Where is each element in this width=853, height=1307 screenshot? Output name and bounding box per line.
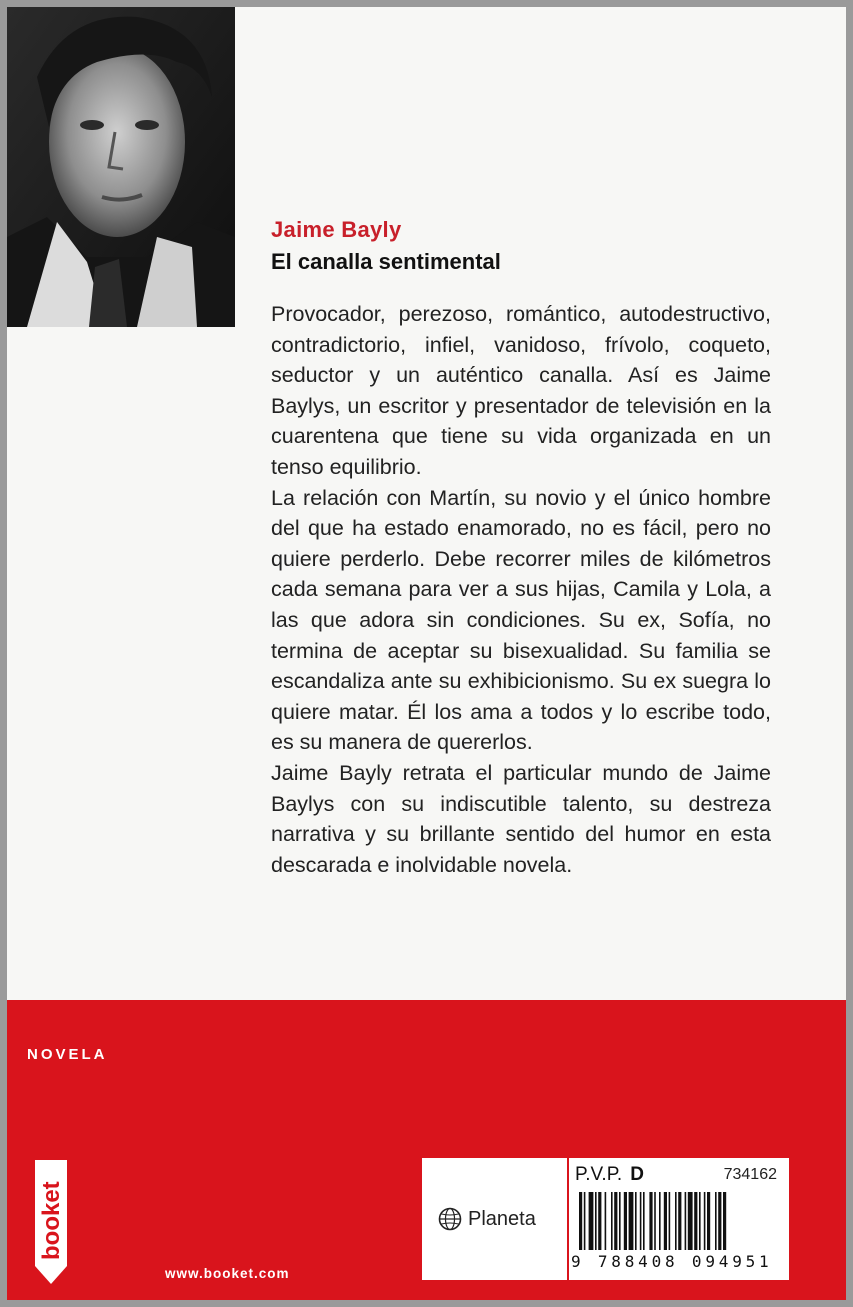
booket-logo-text: booket (38, 1181, 65, 1260)
barcode-bar (611, 1192, 613, 1250)
barcode (579, 1192, 779, 1250)
author-name: Jaime Bayly (271, 217, 402, 242)
publisher-logo (438, 1207, 536, 1231)
barcode-bar (619, 1192, 621, 1250)
blurb-paragraph: Jaime Bayly retrata el particular mundo de Jaime Baylys con su indiscutible talento, su destreza narrativa y su brillante sentido del humor en esta descarada e inolvidable novela. (271, 760, 771, 877)
genre-label: NOVELA (27, 1046, 108, 1063)
barcode-bar (688, 1192, 693, 1250)
book-back-cover (7, 7, 846, 1300)
price-prefix: P.V.P. (575, 1164, 623, 1185)
price-label (575, 1164, 644, 1186)
book-title: El canalla sentimental (271, 249, 501, 274)
blurb-paragraph: La relación con Martín, su novio y el único hombre del que ha estado enamorado, no es fácil, pero no quiere perderlo. Debe recorrer miles de kilómetros cada semana para ver a sus hijas, Camila y Lola, a las que adora sin condiciones. Su ex, Sofía, no termina de aceptar su bisexualidad. Su familia se escandaliza ante su exhibicionismo. Su ex suegra lo quiere matar. Él los ama a todos y lo escribe todo, es su manera de quererlos. (271, 485, 771, 755)
isbn-digits: 9 788408 094951 (571, 1252, 773, 1271)
barcode-bar (678, 1192, 681, 1250)
barcode-bar (584, 1192, 586, 1250)
barcode-bar (685, 1192, 687, 1250)
barcode-bar (715, 1192, 717, 1250)
barcode-bar (654, 1192, 656, 1250)
barcode-bar (669, 1192, 671, 1250)
reference-number: 734162 (723, 1166, 777, 1183)
barcode-bar (664, 1192, 667, 1250)
barcode-bar (635, 1192, 637, 1250)
barcode-bar (707, 1192, 710, 1250)
barcode-bar (723, 1192, 726, 1250)
barcode-bar (649, 1192, 652, 1250)
barcode-bar (598, 1192, 601, 1250)
barcode-box (569, 1158, 789, 1280)
barcode-bar (694, 1192, 697, 1250)
website-url: www.booket.com (165, 1266, 290, 1281)
barcode-bar (659, 1192, 661, 1250)
barcode-bar (579, 1192, 582, 1250)
barcode-bar (718, 1192, 721, 1250)
publisher-name: Planeta (468, 1207, 536, 1230)
barcode-bar (640, 1192, 642, 1250)
barcode-bar (614, 1192, 617, 1250)
barcode-bar (589, 1192, 594, 1250)
red-band (7, 1000, 846, 1300)
barcode-bar (605, 1192, 607, 1250)
barcode-bar (699, 1192, 701, 1250)
barcode-bar (675, 1192, 677, 1250)
barcode-bar (704, 1192, 706, 1250)
author-photo (7, 7, 235, 327)
blurb-paragraph: Provocador, perezoso, romántico, autodestructivo, contradictorio, infiel, vanidoso, frívolo, coqueto, seductor y un auténtico canalla. Así es Jaime Baylys, un escritor y presentador de televisión en la cuarentena que tiene su vida organizada en un tenso equilibrio. (271, 302, 771, 479)
blurb-text (271, 299, 771, 880)
globe-icon (438, 1207, 462, 1231)
barcode-bar (624, 1192, 627, 1250)
barcode-bar (629, 1192, 634, 1250)
barcode-bar (643, 1192, 645, 1250)
barcode-bar (595, 1192, 597, 1250)
booket-logo (29, 1160, 73, 1284)
publisher-box (422, 1158, 567, 1280)
price-code: D (630, 1164, 644, 1185)
